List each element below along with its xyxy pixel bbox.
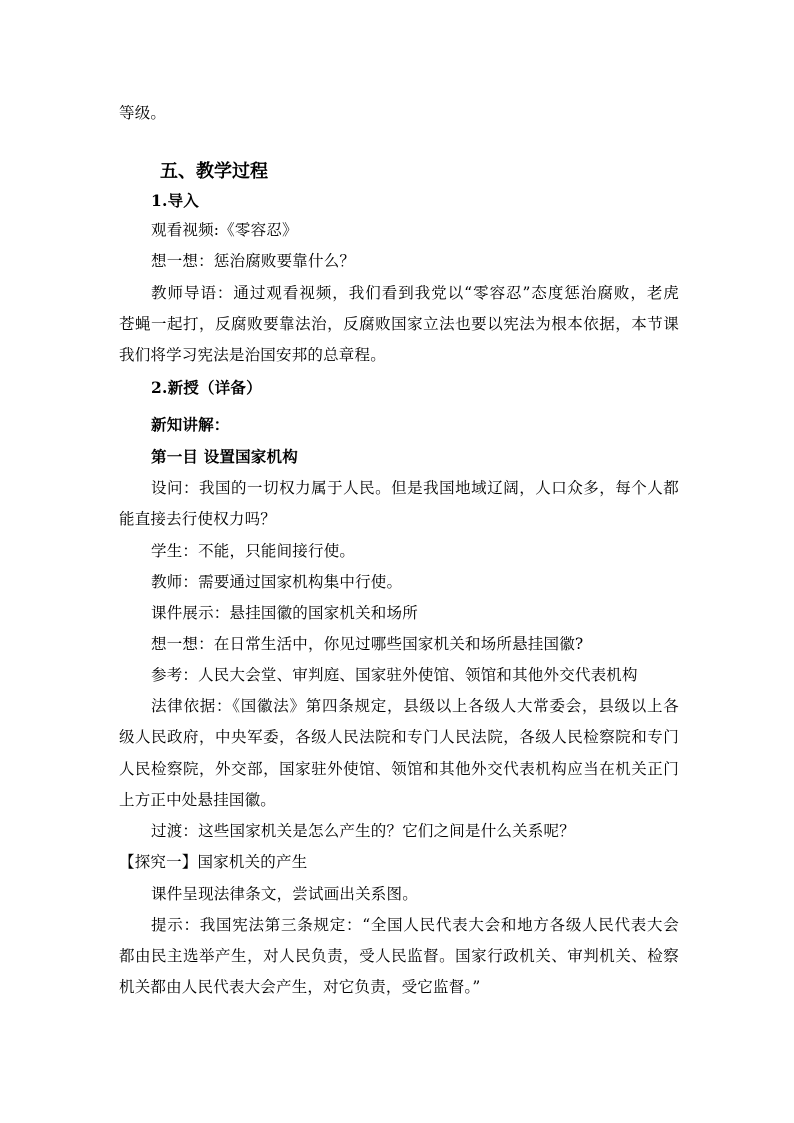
text-line: 过渡：这些国家机关是怎么产生的？它们之间是什么关系呢？	[151, 822, 575, 840]
text-line: 能直接去行使权力吗？	[119, 510, 277, 528]
exploration-heading: 【探究一】国家机关的产生	[119, 853, 308, 871]
text-line: 想一想：在日常生活中，你见过哪些国家机关和场所悬挂国徽?	[151, 635, 584, 653]
text-line: 级人民政府，中央军委，各级人民法院和专门人民法院，各级人民检察院和专门	[119, 728, 679, 746]
text-line: 机关都由人民代表大会产生，对它负责，受它监督。”	[119, 978, 481, 996]
text-line: 课件展示：悬挂国徽的国家机关和场所	[151, 604, 418, 622]
subheading-knowledge: 新知讲解：	[151, 415, 230, 434]
subheading-intro: 1.导入	[151, 191, 199, 210]
text-line: 参考：人民大会堂、审判庭、国家驻外使馆、领馆和其他外交代表机构	[151, 666, 638, 684]
text-line: 法律依据：《国徽法》第四条规定，县级以上各级人大常委会，县级以上各	[151, 697, 679, 715]
subheading-new-lesson: 2.新授（详备）	[151, 378, 262, 397]
text-line: 等级。	[119, 104, 167, 122]
subheading-section-one: 第一目 设置国家机构	[151, 447, 298, 466]
text-line: 设问：我国的一切权力属于人民。但是我国地域辽阔，人口众多，每个人都	[151, 479, 679, 497]
text-line: 苍蝇一起打，反腐败要靠法治，反腐败国家立法也要以宪法为根本依据，本节课	[119, 315, 679, 333]
text-line: 提示：我国宪法第三条规定：“全国人民代表大会和地方各级人民代表大会	[151, 916, 679, 934]
text-line: 教师导语：通过观看视频，我们看到我党以“零容忍”态度惩治腐败，老虎	[151, 284, 679, 302]
text-line: 课件呈现法律条文，尝试画出关系图。	[151, 885, 418, 903]
text-line: 上方正中处悬挂国徽。	[119, 791, 277, 809]
text-line: 我们将学习宪法是治国安邦的总章程。	[119, 346, 386, 364]
text-line: 人民检察院，外交部，国家驻外使馆、领馆和其他外交代表机构应当在机关正门	[119, 760, 679, 778]
text-line: 想一想：惩治腐败要靠什么？	[151, 252, 356, 270]
text-line: 教师：需要通过国家机构集中行使。	[151, 573, 403, 591]
section-heading: 五、教学过程	[160, 161, 268, 182]
text-line: 观看视频:《零容忍》	[151, 221, 298, 239]
text-line: 都由民主选举产生，对人民负责，受人民监督。国家行政机关、审判机关、检察	[119, 947, 679, 965]
text-line: 学生：不能，只能间接行使。	[151, 542, 356, 560]
